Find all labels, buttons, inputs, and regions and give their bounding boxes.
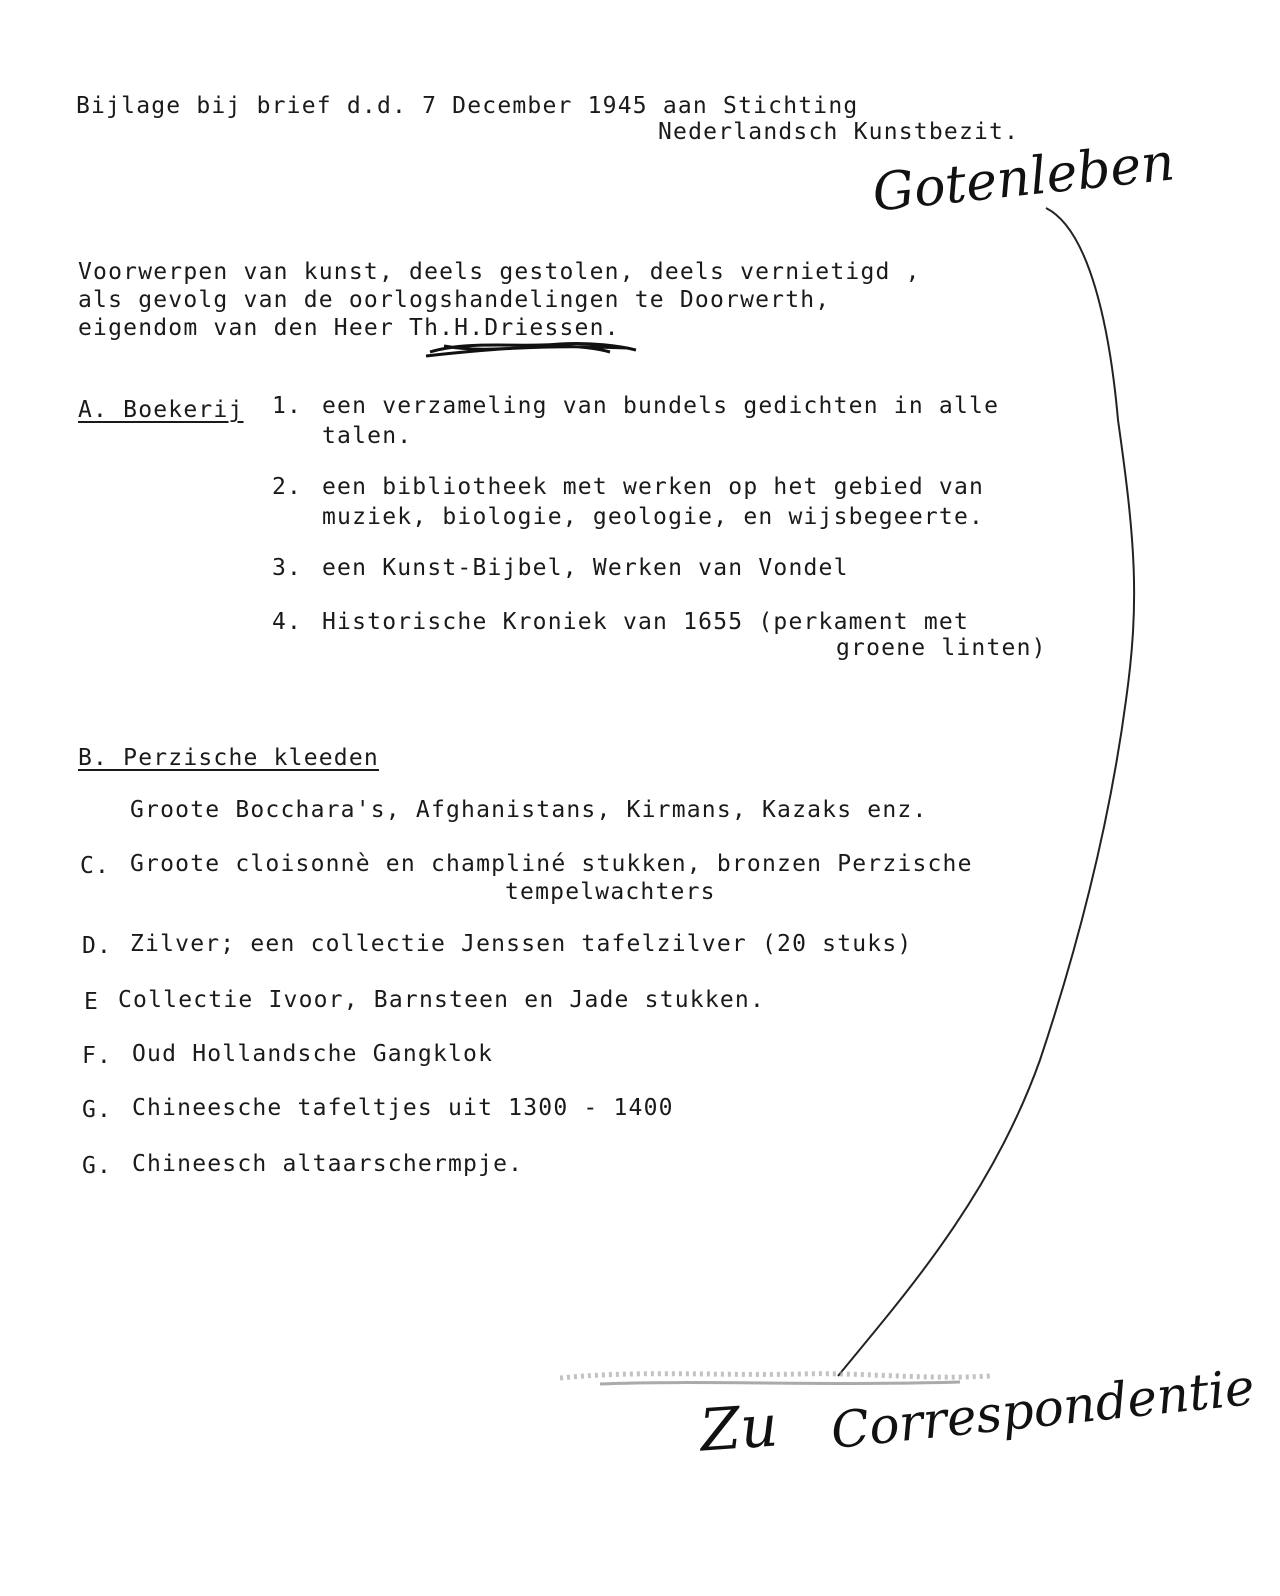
pen-stroke-line (838, 208, 1134, 1376)
section-a-item-4-num: 4. (272, 609, 303, 635)
handwritten-annotation-top: Gotenleben (869, 132, 1178, 224)
item-c-label: C. (80, 853, 111, 879)
section-a-item-2-line-1: een bibliotheek met werken op het gebied van (322, 474, 985, 500)
section-a-item-1-line-1: een verzameling van bundels gedichten in alle (322, 393, 1000, 419)
section-a-item-2-num: 2. (272, 474, 303, 500)
section-a-item-1-num: 1. (272, 393, 303, 419)
item-d-label: D. (82, 933, 113, 959)
section-b-text: Groote Bocchara's, Afghanistans, Kirmans, Kazaks enz. (130, 797, 928, 823)
item-c-line-2: tempelwachters (505, 879, 716, 905)
intro-line-3: eigendom van den Heer Th.H.Driessen. (78, 315, 620, 341)
smudge-mark (560, 1374, 990, 1378)
item-g1-line-1: Chineesche tafeltjes uit 1300 - 1400 (132, 1095, 674, 1121)
header-line-1: Bijlage bij brief d.d. 7 December 1945 aan Stichting (76, 93, 859, 119)
section-a-item-3-line-1: een Kunst-Bijbel, Werken van Vondel (322, 555, 849, 581)
item-d-line-1: Zilver; een collectie Jenssen tafelzilver (20 stuks) (130, 931, 913, 957)
handwritten-annotation-bottom-left: Zu (697, 1391, 780, 1465)
section-b-heading: B. Perzische kleeden (78, 745, 379, 771)
intro-line-1: Voorwerpen van kunst, deels gestolen, deels vernietigd , (78, 259, 921, 285)
item-g2-label: G. (82, 1153, 113, 1179)
item-f-label: F. (82, 1043, 113, 1069)
name-scribble (426, 343, 636, 356)
section-a-heading: A. Boekerij (78, 397, 244, 423)
section-a-item-1-line-2: talen. (322, 423, 413, 449)
section-a-item-4-line-1: Historische Kroniek van 1655 (perkament met (322, 609, 970, 635)
item-g1-label: G. (82, 1097, 113, 1123)
item-g2-line-1: Chineesch altaarschermpje. (132, 1151, 524, 1177)
intro-line-2: als gevolg van de oorlogshandelingen te Doorwerth, (78, 287, 831, 313)
header-line-2: Nederlandsch Kunstbezit. (658, 119, 1020, 145)
section-a-item-4-line-2: groene linten) (836, 635, 1047, 661)
section-a-item-2-line-2: muziek, biologie, geologie, en wijsbegeerte. (322, 504, 985, 530)
handwritten-annotation-bottom-right: Correspondentie (828, 1357, 1258, 1461)
section-a-item-3-num: 3. (272, 555, 303, 581)
item-f-line-1: Oud Hollandsche Gangklok (132, 1041, 494, 1067)
item-e-label: E (84, 989, 100, 1015)
item-e-line-1: Collectie Ivoor, Barnsteen en Jade stukken. (118, 987, 766, 1013)
item-c-line-1: Groote cloisonnè en champliné stukken, bronzen Perzische (130, 851, 973, 877)
